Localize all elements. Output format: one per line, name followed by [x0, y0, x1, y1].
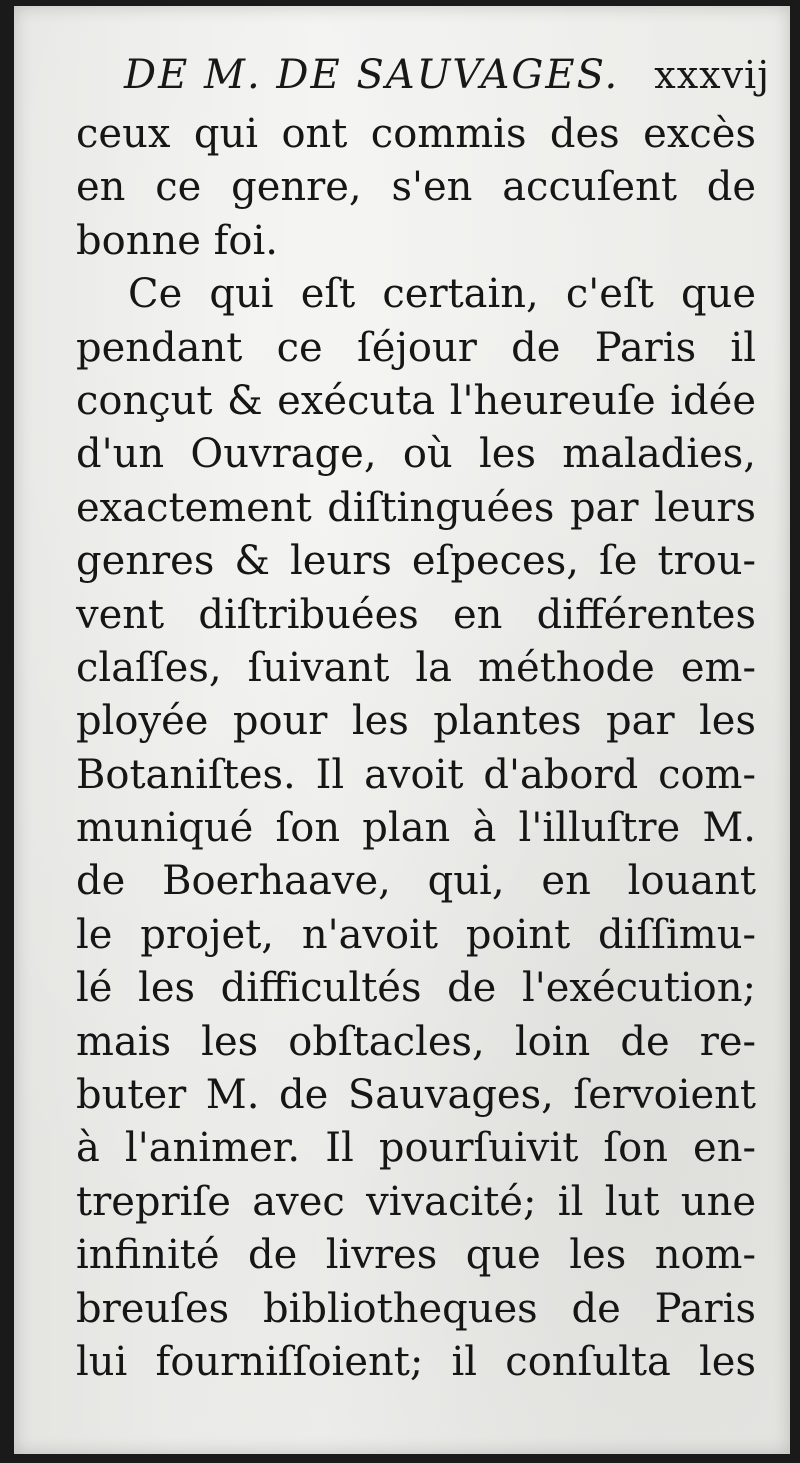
- text-line: de Boerhaave, qui, en louant: [76, 858, 756, 905]
- text-line: breuſes bibliotheques de Paris: [76, 1285, 756, 1332]
- text-line: lé les difficultés de l'exécution;: [76, 965, 756, 1012]
- text-line: vent diſtribuées en différentes: [76, 591, 756, 638]
- text-line: Botaniſtes. Il avoit d'abord com-: [76, 751, 756, 798]
- page-number: xxxvij: [654, 53, 770, 97]
- text-line: en ce genre, s'en accuſent de: [76, 164, 756, 211]
- text-line: lui fourniſſoient; il conſulta les: [76, 1338, 756, 1385]
- running-title: DE M. DE SAUVAGES.: [124, 52, 620, 98]
- text-line: d'un Ouvrage, où les maladies,: [76, 431, 756, 478]
- book-page: [14, 6, 790, 1454]
- text-line: ceux qui ont commis des excès: [76, 111, 756, 157]
- text-line: pendant ce ſéjour de Paris il: [76, 324, 756, 371]
- text-line: à l'animer. Il pourſuivit ſon en-: [76, 1125, 756, 1172]
- text-line: infinité de livres que les nom-: [76, 1232, 756, 1279]
- text-line: exactement diſtinguées par leurs: [76, 484, 756, 531]
- running-head: [124, 52, 774, 112]
- text-line: genres & leurs eſpeces, ſe trou-: [76, 538, 756, 585]
- text-line: trepriſe avec vivacité; il lut une: [76, 1178, 756, 1225]
- body-text: [76, 108, 756, 1389]
- text-line: muniqué ſon plan à l'illuſtre M.: [76, 805, 756, 852]
- text-line: bonne foi.: [76, 217, 278, 264]
- text-line: conçut & exécuta l'heureuſe idée: [76, 377, 756, 424]
- text-line: Ce qui eſt certain, c'eſt que: [128, 271, 756, 318]
- text-line: le projet, n'avoit point diſſimu-: [76, 911, 756, 958]
- text-line: ployée pour les plantes par les: [76, 698, 756, 745]
- text-line: claſſes, ſuivant la méthode em-: [76, 644, 756, 691]
- text-line: mais les obſtacles, loin de re-: [76, 1018, 756, 1065]
- text-line: buter M. de Sauvages, ſervoient: [76, 1072, 756, 1119]
